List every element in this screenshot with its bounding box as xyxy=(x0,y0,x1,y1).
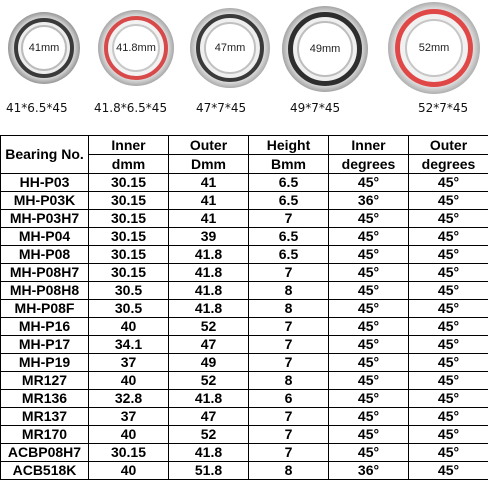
cell-outer-degrees: 45° xyxy=(409,336,488,354)
bearing-size-label: 52mm xyxy=(418,42,450,54)
column-unit-outer: Dmm xyxy=(169,155,249,174)
cell-inner-degrees: 45° xyxy=(329,300,409,318)
cell-bearing-no: HH-P03 xyxy=(1,174,89,192)
bearing-images xyxy=(0,0,488,130)
cell-inner-degrees: 45° xyxy=(329,426,409,444)
bearing-size-label: 41.8mm xyxy=(116,42,156,54)
cell-inner-dmm: 37 xyxy=(89,354,169,372)
column-header-inner-angle: Inner xyxy=(329,136,409,155)
cell-bearing-no: MR136 xyxy=(1,390,89,408)
table-row xyxy=(1,228,488,246)
cell-inner-degrees: 45° xyxy=(329,354,409,372)
column-unit-height: Bmm xyxy=(249,155,329,174)
table-body xyxy=(1,174,488,480)
cell-height-bmm: 7 xyxy=(249,444,329,462)
cell-outer-dmm: 41.8 xyxy=(169,246,249,264)
cell-inner-dmm: 30.15 xyxy=(89,174,169,192)
cell-outer-degrees: 45° xyxy=(409,174,488,192)
cell-inner-degrees: 36° xyxy=(329,192,409,210)
bearing-41mm-image xyxy=(8,12,80,84)
cell-inner-degrees: 45° xyxy=(329,318,409,336)
cell-outer-dmm: 51.8 xyxy=(169,462,249,480)
cell-bearing-no: MH-P04 xyxy=(1,228,89,246)
bearing-49mm-image xyxy=(282,6,368,92)
cell-height-bmm: 7 xyxy=(249,318,329,336)
column-header-height: Height xyxy=(249,136,329,155)
cell-bearing-no: ACBP08H7 xyxy=(1,444,89,462)
bearing-dims-label: 41*6.5*45 xyxy=(6,101,68,115)
cell-outer-degrees: 45° xyxy=(409,372,488,390)
cell-bearing-no: MR127 xyxy=(1,372,89,390)
column-unit-inner-angle: degrees xyxy=(329,155,409,174)
cell-outer-degrees: 45° xyxy=(409,408,488,426)
cell-inner-dmm: 40 xyxy=(89,372,169,390)
cell-outer-degrees: 45° xyxy=(409,390,488,408)
cell-height-bmm: 6.5 xyxy=(249,174,329,192)
cell-bearing-no: MH-P17 xyxy=(1,336,89,354)
cell-outer-dmm: 39 xyxy=(169,228,249,246)
cell-height-bmm: 7 xyxy=(249,210,329,228)
cell-outer-degrees: 45° xyxy=(409,354,488,372)
cell-inner-degrees: 45° xyxy=(329,372,409,390)
bearing-size-label: 49mm xyxy=(309,43,341,55)
cell-height-bmm: 6.5 xyxy=(249,246,329,264)
cell-inner-degrees: 45° xyxy=(329,174,409,192)
cell-inner-dmm: 30.15 xyxy=(89,210,169,228)
cell-height-bmm: 7 xyxy=(249,264,329,282)
bearing-47mm-image xyxy=(190,8,270,88)
cell-bearing-no: MH-P16 xyxy=(1,318,89,336)
column-header-inner: Inner xyxy=(89,136,169,155)
cell-height-bmm: 8 xyxy=(249,282,329,300)
cell-inner-dmm: 40 xyxy=(89,426,169,444)
cell-outer-degrees: 45° xyxy=(409,462,488,480)
table-row xyxy=(1,408,488,426)
cell-inner-degrees: 45° xyxy=(329,264,409,282)
cell-inner-degrees: 45° xyxy=(329,210,409,228)
cell-bearing-no: MR170 xyxy=(1,426,89,444)
cell-outer-degrees: 45° xyxy=(409,228,488,246)
bearing-size-label: 47mm xyxy=(214,42,246,54)
cell-inner-degrees: 36° xyxy=(329,462,409,480)
cell-outer-dmm: 47 xyxy=(169,408,249,426)
cell-outer-degrees: 45° xyxy=(409,246,488,264)
cell-bearing-no: MH-P19 xyxy=(1,354,89,372)
table-row xyxy=(1,318,488,336)
table-row xyxy=(1,246,488,264)
cell-height-bmm: 6.5 xyxy=(249,228,329,246)
table-row xyxy=(1,444,488,462)
table-row xyxy=(1,336,488,354)
cell-outer-dmm: 41 xyxy=(169,174,249,192)
bearing-size-label: 41mm xyxy=(28,42,60,54)
cell-bearing-no: MH-P08F xyxy=(1,300,89,318)
cell-inner-degrees: 45° xyxy=(329,444,409,462)
cell-inner-dmm: 30.5 xyxy=(89,282,169,300)
column-header-outer: Outer xyxy=(169,136,249,155)
cell-inner-degrees: 45° xyxy=(329,246,409,264)
bearing-52mm-image xyxy=(388,2,480,94)
cell-outer-degrees: 45° xyxy=(409,282,488,300)
cell-height-bmm: 7 xyxy=(249,426,329,444)
cell-inner-dmm: 32.8 xyxy=(89,390,169,408)
cell-inner-degrees: 45° xyxy=(329,390,409,408)
cell-bearing-no: MH-P08H7 xyxy=(1,264,89,282)
cell-height-bmm: 6.5 xyxy=(249,192,329,210)
cell-height-bmm: 8 xyxy=(249,462,329,480)
cell-inner-dmm: 37 xyxy=(89,408,169,426)
cell-outer-dmm: 49 xyxy=(169,354,249,372)
table-header-row xyxy=(1,136,488,155)
cell-outer-dmm: 52 xyxy=(169,372,249,390)
cell-bearing-no: MH-P03H7 xyxy=(1,210,89,228)
cell-inner-dmm: 30.15 xyxy=(89,246,169,264)
bearing-dims-label: 52*7*45 xyxy=(418,101,469,115)
cell-bearing-no: MR137 xyxy=(1,408,89,426)
cell-inner-dmm: 40 xyxy=(89,462,169,480)
cell-height-bmm: 7 xyxy=(249,354,329,372)
cell-bearing-no: MH-P03K xyxy=(1,192,89,210)
cell-outer-degrees: 45° xyxy=(409,318,488,336)
cell-outer-degrees: 45° xyxy=(409,444,488,462)
cell-bearing-no: ACB518K xyxy=(1,462,89,480)
cell-height-bmm: 6 xyxy=(249,390,329,408)
bearing-41-8mm-image xyxy=(98,10,174,86)
cell-outer-dmm: 41.8 xyxy=(169,264,249,282)
column-unit-outer-angle: degrees xyxy=(409,155,488,174)
cell-inner-dmm: 40 xyxy=(89,318,169,336)
cell-outer-dmm: 41.8 xyxy=(169,390,249,408)
cell-outer-degrees: 45° xyxy=(409,192,488,210)
cell-inner-degrees: 45° xyxy=(329,408,409,426)
table-row xyxy=(1,174,488,192)
table-row xyxy=(1,300,488,318)
cell-outer-dmm: 41 xyxy=(169,210,249,228)
table-row xyxy=(1,462,488,480)
table-row xyxy=(1,282,488,300)
table-row xyxy=(1,210,488,228)
cell-outer-degrees: 45° xyxy=(409,300,488,318)
cell-outer-degrees: 45° xyxy=(409,264,488,282)
table-row xyxy=(1,372,488,390)
cell-outer-dmm: 52 xyxy=(169,426,249,444)
column-unit-inner: dmm xyxy=(89,155,169,174)
cell-height-bmm: 8 xyxy=(249,372,329,390)
cell-outer-dmm: 52 xyxy=(169,318,249,336)
bearing-dims-label: 49*7*45 xyxy=(290,101,341,115)
cell-outer-dmm: 47 xyxy=(169,336,249,354)
cell-outer-dmm: 41.8 xyxy=(169,300,249,318)
cell-inner-dmm: 30.15 xyxy=(89,228,169,246)
cell-inner-dmm: 30.15 xyxy=(89,444,169,462)
table-row xyxy=(1,390,488,408)
cell-inner-degrees: 45° xyxy=(329,282,409,300)
bearing-dims-label: 47*7*45 xyxy=(196,101,247,115)
column-header-bearing-no: Bearing No. xyxy=(1,136,89,174)
cell-height-bmm: 7 xyxy=(249,336,329,354)
cell-bearing-no: MH-P08H8 xyxy=(1,282,89,300)
bearing-dims-label: 41.8*6.5*45 xyxy=(94,101,168,115)
table-row xyxy=(1,426,488,444)
cell-outer-degrees: 45° xyxy=(409,210,488,228)
cell-outer-dmm: 41.8 xyxy=(169,444,249,462)
cell-inner-dmm: 34.1 xyxy=(89,336,169,354)
cell-bearing-no: MH-P08 xyxy=(1,246,89,264)
table-row xyxy=(1,354,488,372)
cell-inner-dmm: 30.5 xyxy=(89,300,169,318)
bearing-spec-table xyxy=(0,135,488,480)
cell-outer-dmm: 41 xyxy=(169,192,249,210)
cell-outer-degrees: 45° xyxy=(409,426,488,444)
column-header-outer-angle: Outer xyxy=(409,136,488,155)
cell-height-bmm: 7 xyxy=(249,408,329,426)
cell-inner-degrees: 45° xyxy=(329,228,409,246)
cell-inner-dmm: 30.15 xyxy=(89,264,169,282)
table-row xyxy=(1,192,488,210)
cell-outer-dmm: 41.8 xyxy=(169,282,249,300)
table-row xyxy=(1,264,488,282)
cell-inner-degrees: 45° xyxy=(329,336,409,354)
cell-inner-dmm: 30.15 xyxy=(89,192,169,210)
cell-height-bmm: 8 xyxy=(249,300,329,318)
